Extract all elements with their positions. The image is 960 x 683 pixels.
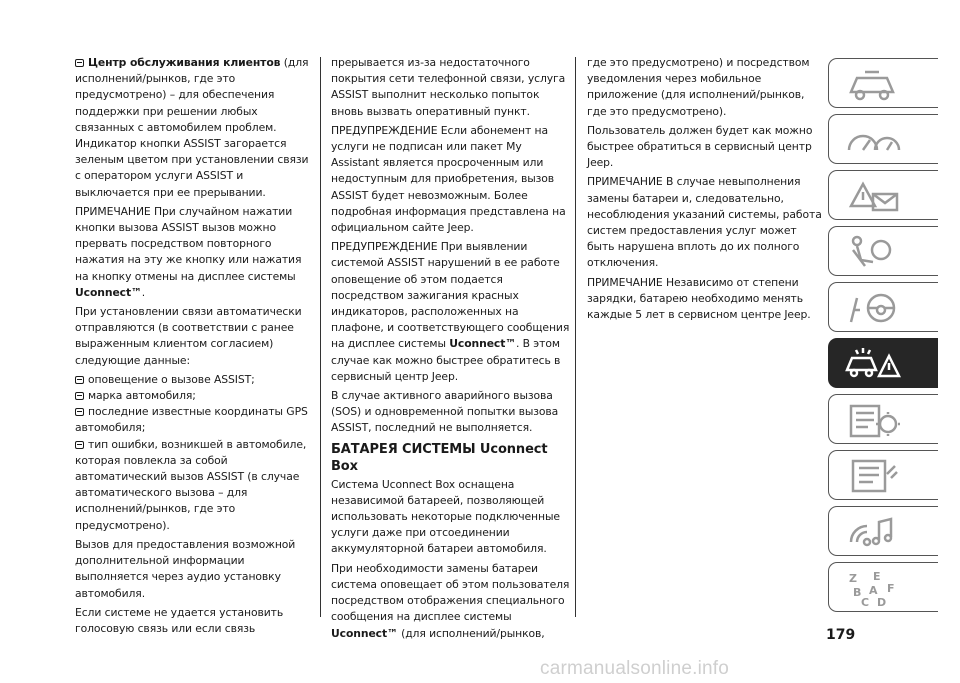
alphabetical-index-icon: [843, 568, 903, 608]
svg-text:E: E: [873, 570, 881, 583]
paragraph-text: (для исполнений/рынков, где это предусмотрено) – для обеспечения поддержки при решении любых связанных с автомобилем проблем. Индикатор кнопки ASSIST загорается зеленым цветом при установлении связи с оператором услуги ASSIST и выключается при ее прерывании.: [75, 56, 309, 199]
paragraph: [331, 239, 571, 385]
svg-text:Z: Z: [849, 572, 857, 585]
warning-message-icon: [843, 176, 903, 216]
tab-alphabetical-index[interactable]: [828, 562, 938, 612]
technical-data-icon: [843, 456, 903, 496]
paragraph: Если системе не удается установить голосовую связь или если связь: [75, 605, 284, 635]
bullet-icon: [75, 376, 84, 384]
text-column-3: [587, 55, 827, 326]
brand-name: Uconnect™: [331, 626, 398, 640]
tab-car-dashboard[interactable]: [828, 58, 938, 108]
paragraph-text: ПРИМЕЧАНИЕ При случайном нажатии кнопки вызова ASSIST вызов можно прервать посредством повторного нажатия на эту же кнопку или нажатия на кнопку отмены на дисплее системы: [75, 204, 302, 283]
paragraph: ПРЕДУПРЕЖДЕНИЕ Если абонемент на услуги не подписан или пакет My Assistant является просроченным или недоступным для приобретения, вызов ASSIST будет невозможным. Более подробная информация представлена на официальном сайте Jeep.: [331, 123, 566, 235]
paragraph-text: (для исполнений/рынков,: [397, 626, 545, 640]
brand-name: Uconnect™: [449, 337, 516, 351]
paragraph-text: . В этом случае как можно быстрее обратитесь в сервисный центр Jeep.: [331, 337, 561, 383]
page-number: 179: [826, 627, 856, 643]
maintenance-icon: [843, 400, 903, 440]
bold-term: Центр обслуживания клиентов: [88, 56, 281, 69]
list-item: [75, 388, 315, 404]
svg-text:D: D: [877, 596, 887, 608]
bullet-icon: [75, 59, 84, 67]
tab-instrument-cluster[interactable]: [828, 114, 938, 164]
car-dashboard-icon: [843, 64, 903, 104]
tab-warning-message[interactable]: [828, 170, 938, 220]
tab-steering-wheel[interactable]: [828, 282, 938, 332]
list-item: [75, 372, 315, 388]
instrument-cluster-icon: [843, 120, 903, 160]
paragraph: Система Uconnect Box оснащена независимой батареей, позволяющей использовать некоторые подключенные услуги даже при отсоединении аккумуляторной батареи автомобиля.: [331, 477, 560, 556]
paragraph: ПРИМЕЧАНИЕ В случае невыполнения замены батареи и, следовательно, несоблюдения указаний системы, работа систем предоставления услуг может быть нарушена вплоть до их полного отключения.: [587, 175, 822, 270]
paragraph: Пользователь должен будет как можно быстрее обратиться в сервисный центр Jeep.: [587, 123, 813, 170]
watermark: carmanualsonline.info: [540, 658, 730, 679]
airbag-safety-icon: [843, 232, 903, 272]
svg-text:A: A: [869, 584, 878, 597]
section-heading: БАТАРЕЯ СИСТЕМЫ Uconnect Box: [331, 441, 548, 474]
paragraph-text: ПРЕДУПРЕЖДЕНИЕ При выявлении системой ASSIST нарушений в ее работе оповещение об этом подается посредством зажигания красных индикаторов, расположенных на плафоне, и соответствующего сообщения на дисплее системы: [331, 240, 570, 351]
paragraph: При установлении связи автоматически отправляются (в соответствии с ранее выраженным клиентом согласием) следующие данные:: [75, 305, 302, 367]
text-column-2: [331, 55, 571, 645]
steering-wheel-icon: [843, 288, 903, 328]
tab-airbag-safety[interactable]: [828, 226, 938, 276]
list-item-text: последние известные координаты GPS автомобиля;: [75, 405, 308, 435]
column-divider: [575, 57, 576, 617]
paragraph: [75, 204, 315, 301]
paragraph: [75, 55, 315, 201]
paragraph: Вызов для предоставления возможной дополнительной информации выполняется через аудио установку автомобиля.: [75, 537, 296, 600]
tab-technical-data[interactable]: [828, 450, 938, 500]
tab-maintenance[interactable]: [828, 394, 938, 444]
paragraph: ПРИМЕЧАНИЕ Независимо от степени зарядки, батарею необходимо менять каждые 5 лет в сервисном центре Jeep.: [587, 275, 811, 322]
column-divider: [320, 57, 321, 617]
svg-text:F: F: [887, 582, 895, 595]
svg-text:C: C: [861, 596, 870, 608]
paragraph-text: При необходимости замены батареи система оповещает об этом пользователя посредством отображения специального сообщения на дисплее системы: [331, 561, 570, 624]
list-item-text: оповещение о вызове ASSIST;: [88, 372, 255, 386]
bullet-icon: [75, 441, 84, 449]
bullet-icon: [75, 408, 84, 416]
bullet-icon: [75, 392, 84, 400]
paragraph: В случае активного аварийного вызова (SOS) и одновременной попытки вызова ASSIST, последний не выполняется.: [331, 389, 559, 435]
paragraph: где это предусмотрено) и посредством уведомления через мобильное приложение (для исполнений/рынков, где это предусмотрено).: [587, 56, 810, 118]
multimedia-icon: [843, 512, 903, 552]
list-item: [75, 437, 315, 534]
list-item-text: марка автомобиля;: [88, 389, 196, 403]
tab-multimedia[interactable]: [828, 506, 938, 556]
paragraph: [331, 561, 571, 642]
text-column-1: [75, 55, 315, 640]
list-item-text: тип ошибки, возникшей в автомобиле, которая повлекла за собой автоматический вызов ASSIST (в случае автоматического вызова – для исполнений/рынков, где это предусмотрено).: [75, 437, 307, 532]
brand-name: Uconnect™: [75, 285, 142, 299]
punctuation: .: [141, 285, 146, 299]
tab-emergency[interactable]: [828, 338, 938, 388]
svg-text:B: B: [853, 586, 862, 599]
paragraph: прерывается из-за недостаточного покрытия сети телефонной связи, услуга ASSIST выполнит несколько попыток вновь вызвать оперативный пункт.: [331, 56, 566, 118]
list-item: [75, 404, 315, 436]
chapter-tabs-sidebar: [828, 58, 938, 618]
emergency-crash-icon: [843, 344, 903, 384]
